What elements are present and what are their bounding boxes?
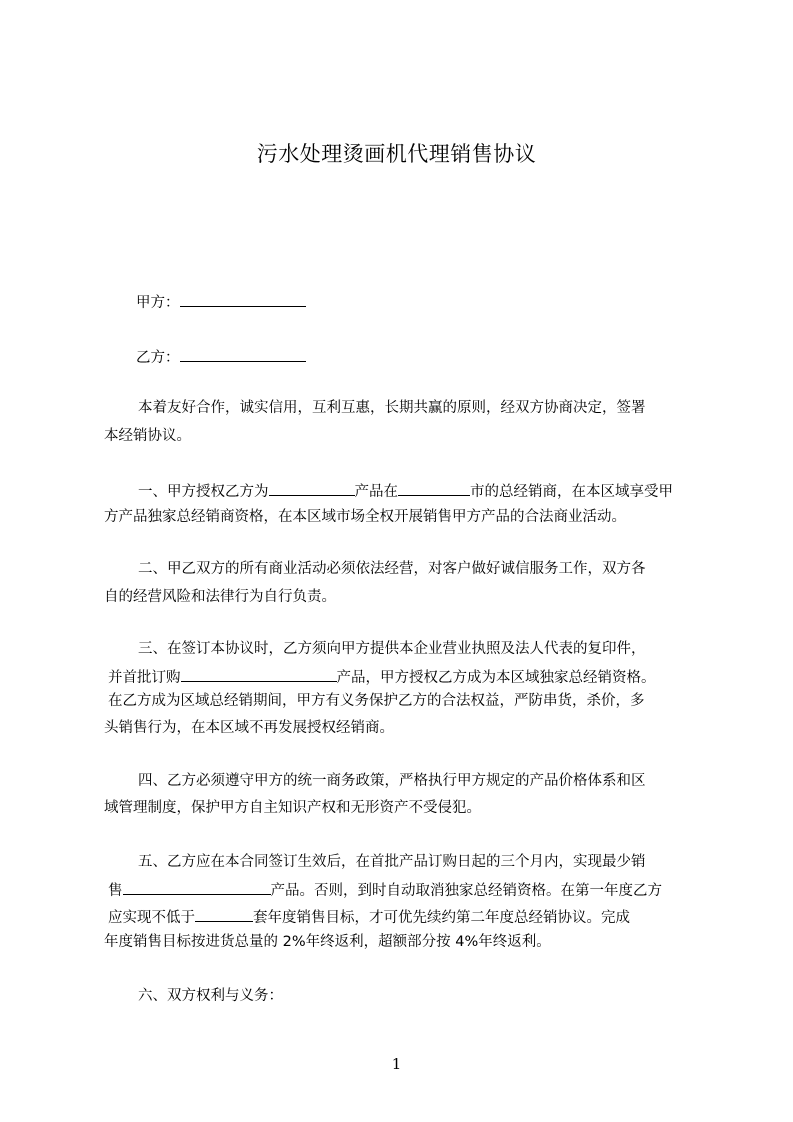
clause-5-text-d: 套年度销售目标，才可优先续约第二年度总经销协议。完成	[253, 910, 630, 926]
clause-3-line-2	[104, 665, 708, 688]
party-b-label: 乙方：	[136, 350, 180, 366]
clause-5-sales-blank[interactable]	[123, 878, 271, 895]
page-number: 1	[391, 1055, 402, 1073]
clause-5-text-a: 售	[108, 883, 123, 899]
clause-3-order-blank[interactable]	[181, 665, 337, 682]
clause-2-line-1: 二、甲乙双方的所有商业活动必须依法经营，对客户做好诚信服务工作，双方各	[138, 561, 646, 577]
party-a-line	[136, 290, 736, 313]
clause-1-product-blank[interactable]	[269, 479, 355, 496]
clause-1-line-1	[104, 479, 738, 502]
clause-5-line-2	[104, 878, 708, 901]
document-title: 污水处理烫画机代理销售协议	[256, 142, 537, 166]
clause-5-text-c: 应实现不低于	[108, 910, 195, 926]
clause-2-line-2: 自的经营风险和法律行为自行负责。	[104, 589, 336, 605]
clause-1-city-blank[interactable]	[398, 479, 470, 496]
clause-5-line-3	[104, 905, 708, 928]
party-a-label: 甲方：	[136, 295, 180, 311]
clause-5-target-blank[interactable]	[195, 905, 253, 922]
clause-6-heading: 六、双方权利与义务：	[138, 988, 283, 1004]
clause-5-line-4: 年度销售目标按进货总量的 2%年终返利，超额部分按 4%年终返利。	[104, 934, 551, 950]
party-a-blank[interactable]	[180, 290, 306, 307]
clause-1-text-a: 一、甲方授权乙方为	[138, 484, 269, 500]
clause-3-text-b: 产品，甲方授权乙方成为本区域独家总经销资格。	[336, 670, 656, 686]
intro-line-2: 本经销协议。	[104, 428, 191, 444]
party-b-blank[interactable]	[180, 345, 306, 362]
clause-1-line-2: 方产品独家总经销商资格，在本区域市场全权开展销售甲方产品的合法商业活动。	[104, 509, 626, 525]
clause-4-line-1: 四、乙方必须遵守甲方的统一商务政策，严格执行甲方规定的产品价格体系和区	[138, 773, 646, 789]
clause-3-text-a: 并首批订购	[108, 670, 181, 686]
clause-3-line-4: 头销售行为，在本区域不再发展授权经销商。	[104, 720, 394, 736]
intro-line-1: 本着友好合作，诚实信用，互利互惠，长期共赢的原则，经双方协商决定，签署	[138, 400, 646, 416]
clause-1-text-b: 产品在	[354, 484, 398, 500]
clause-5-line-1: 五、乙方应在本合同签订生效后，在首批产品订购日起的三个月内，实现最少销	[138, 854, 646, 870]
clause-3-line-3: 在乙方成为区域总经销期间，甲方有义务保护乙方的合法权益，严防串货，杀价，多	[108, 693, 645, 709]
party-b-line	[136, 345, 736, 368]
clause-5-text-b: 产品。否则，到时自动取消独家总经销资格。在第一年度乙方	[270, 883, 662, 899]
clause-3-line-1: 三、在签订本协议时，乙方须向甲方提供本企业营业执照及法人代表的复印件，	[138, 641, 646, 657]
clause-4-line-2: 域管理制度，保护甲方自主知识产权和无形资产不受侵犯。	[104, 800, 481, 816]
clause-1-text-c: 市的总经销商，在本区域享受甲	[470, 484, 673, 500]
